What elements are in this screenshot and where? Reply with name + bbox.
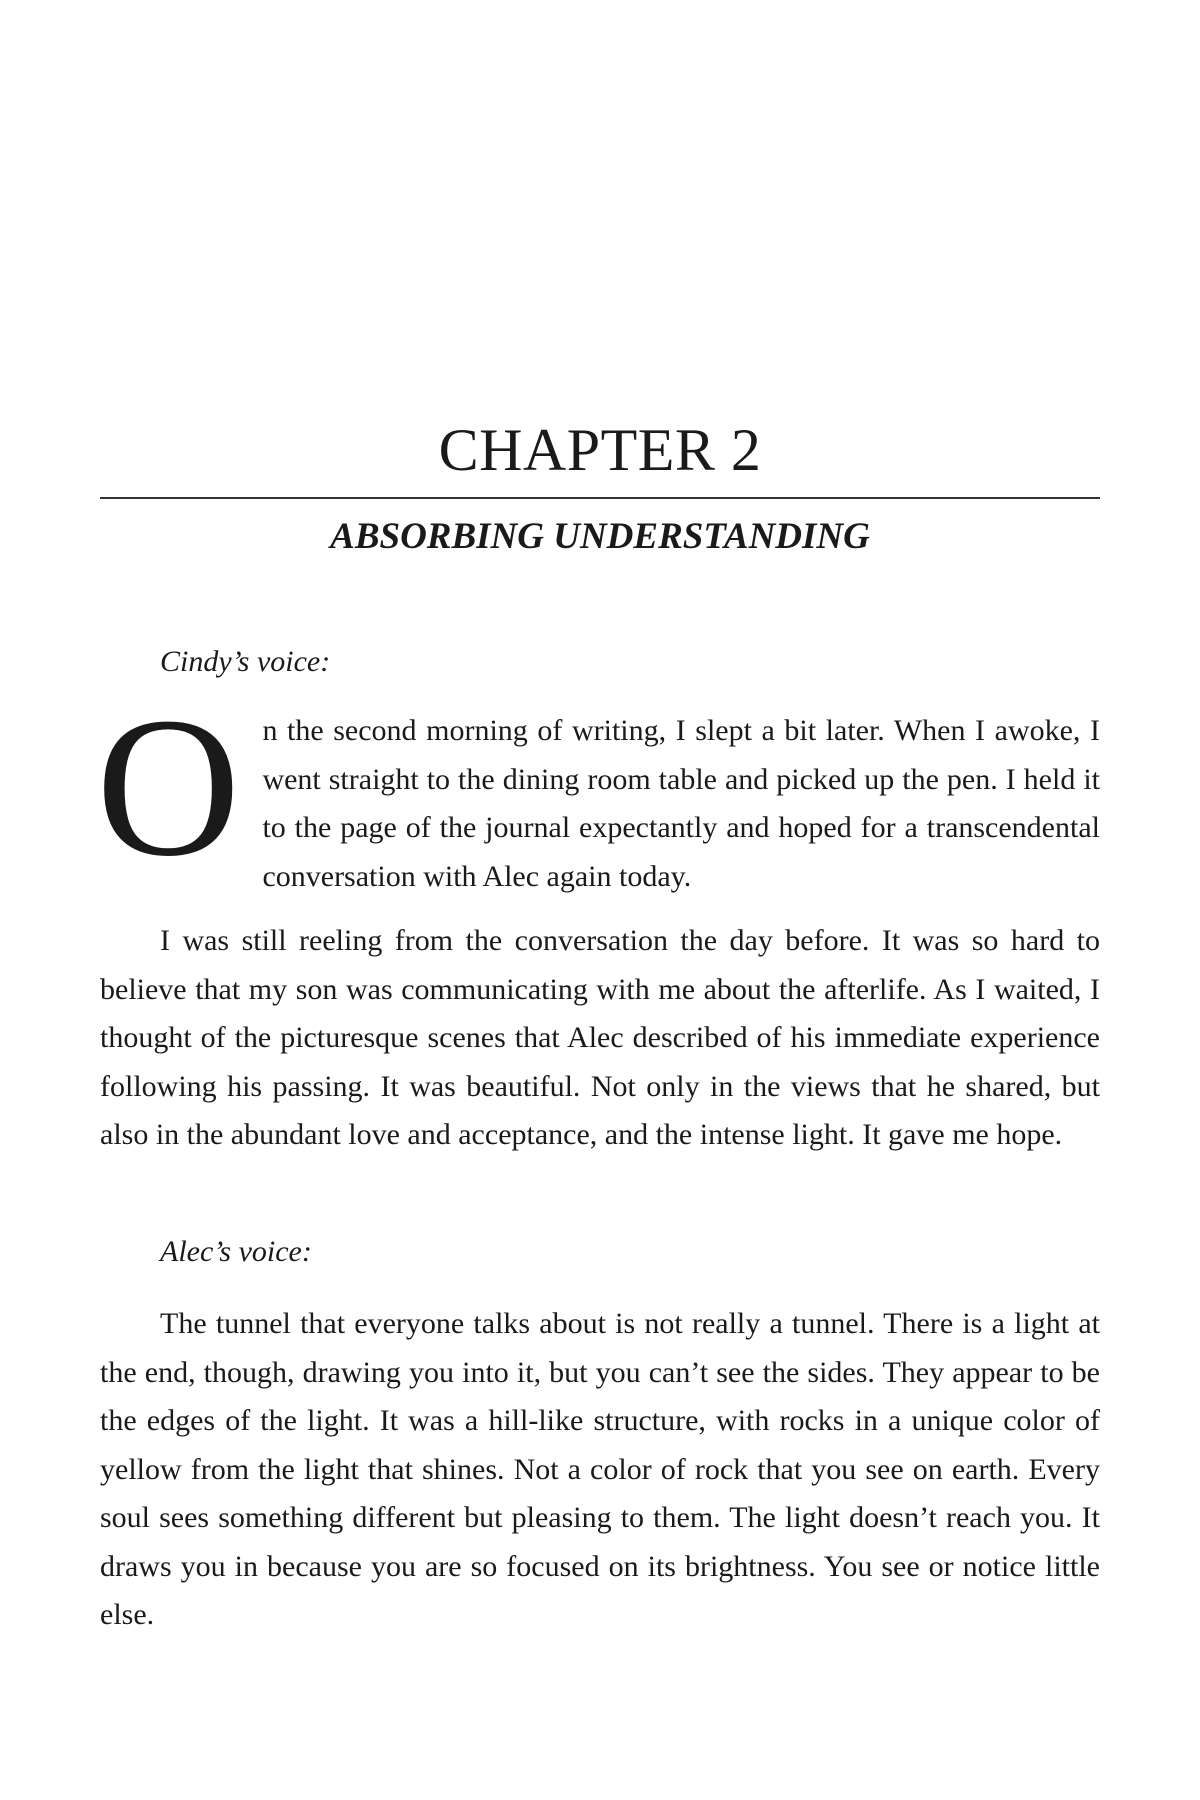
paragraph-1 <box>96 677 1100 901</box>
chapter-subtitle: ABSORBING UNDERSTANDING <box>330 516 870 557</box>
paragraph-1-text: n the second morning of writing, I slept a bit later. When I awoke, I went straight to the dining room table and picked up the pen. I held it to the page of the journal expectantly and hoped for a transcendental conversation with Alec again today. <box>262 714 1100 893</box>
paragraph-3: The tunnel that everyone talks about is not really a tunnel. There is a light at the end, though, drawing you into it, but you can’t see the sides. They appear to be the edges of the light. It was a hill-like structure, with rocks in a unique color of yellow from the light that shines. Not a color of rock that you see on earth. Every soul sees something different but pleasing to them. The light doesn’t reach you. It draws you in because you are so focused on its brightness. You see or notice little else. <box>100 1307 1100 1631</box>
drop-cap: O <box>96 677 241 898</box>
paragraph-2: I was still reeling from the conversation the day before. It was so hard to believe that my son was communicating with me about the afterlife. As I waited, I thought of the picturesque scenes that Alec described of his immediate experience following his passing. It was beautiful. Not only in the views that he shared, but also in the abundant love and acceptance, and the intense light. It gave me hope. <box>100 924 1100 1151</box>
alec-voice-label: Alec’s voice: <box>160 1235 312 1268</box>
chapter-divider <box>100 497 1100 499</box>
book-page <box>96 0 1100 1800</box>
cindy-voice-label: Cindy’s voice: <box>160 645 331 678</box>
chapter-title: CHAPTER 2 <box>438 417 762 483</box>
